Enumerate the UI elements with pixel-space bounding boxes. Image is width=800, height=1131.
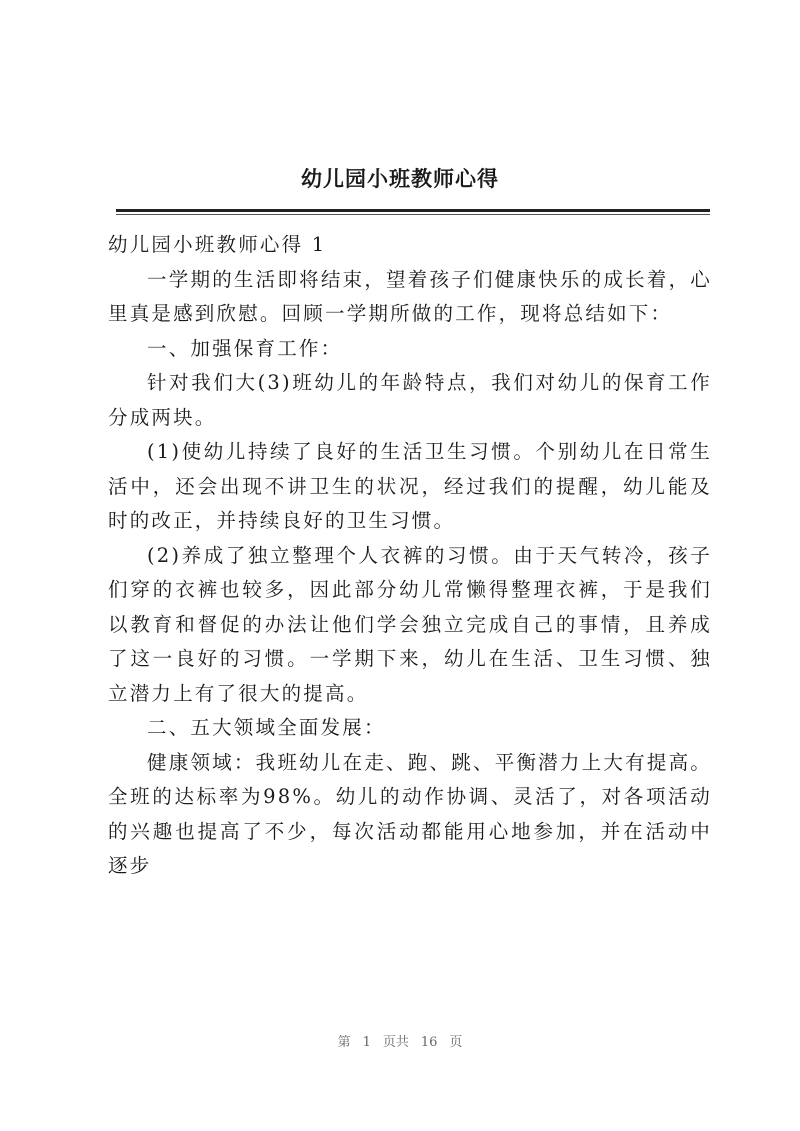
title-divider-thin — [116, 214, 710, 215]
footer-page-label: 页 — [449, 1035, 463, 1050]
paragraph: (1)使幼儿持续了良好的生活卫生习惯。个别幼儿在日常生活中，还会出现不讲卫生的状况，经过我们的提醒，幼儿能及时的改正，并持续良好的卫生习惯。 — [108, 440, 712, 532]
footer-page-label: 第 — [337, 1035, 351, 1050]
paragraph: 一、加强保育工作： — [147, 336, 343, 360]
footer-page-label: 页共 — [382, 1035, 409, 1050]
paragraph: 针对我们大(3)班幼儿的年龄特点，我们对幼儿的保育工作分成两块。 — [108, 371, 712, 429]
title-divider — [116, 209, 710, 212]
paragraph: (2)养成了独立整理个人衣裤的习惯。由于天气转冷，孩子们穿的衣裤也较多，因此部分幼儿常懒得整理衣裤，于是我们以教育和督促的办法让他们学会独立完成自己的事情，且养成了这一良好的习惯。一学期下来，幼儿在生活、卫生习惯、独立潜力上有了很大的提高。 — [108, 543, 712, 705]
document-title: 幼儿园小班教师心得 — [301, 166, 499, 191]
section-heading: 幼儿园小班教师心得 1 — [108, 233, 327, 256]
paragraph: 健康领域：我班幼儿在走、跑、跳、平衡潜力上大有提高。全班的达标率为98%。幼儿的动作协调、灵活了，对各项活动的兴趣也提高了不少，每次活动都能用心地参加，并在活动中逐步 — [108, 750, 712, 877]
footer-total-pages: 16 — [420, 1035, 438, 1050]
footer-page-number: 1 — [362, 1035, 371, 1050]
document-body — [108, 228, 712, 884]
page-footer — [0, 1031, 800, 1050]
paragraph: 二、五大领域全面发展： — [147, 716, 386, 739]
paragraph: 一学期的生活即将结束，望着孩子们健康快乐的成长着，心里真是感到欣慰。回顾一学期所做的工作，现将总结如下： — [108, 267, 712, 325]
